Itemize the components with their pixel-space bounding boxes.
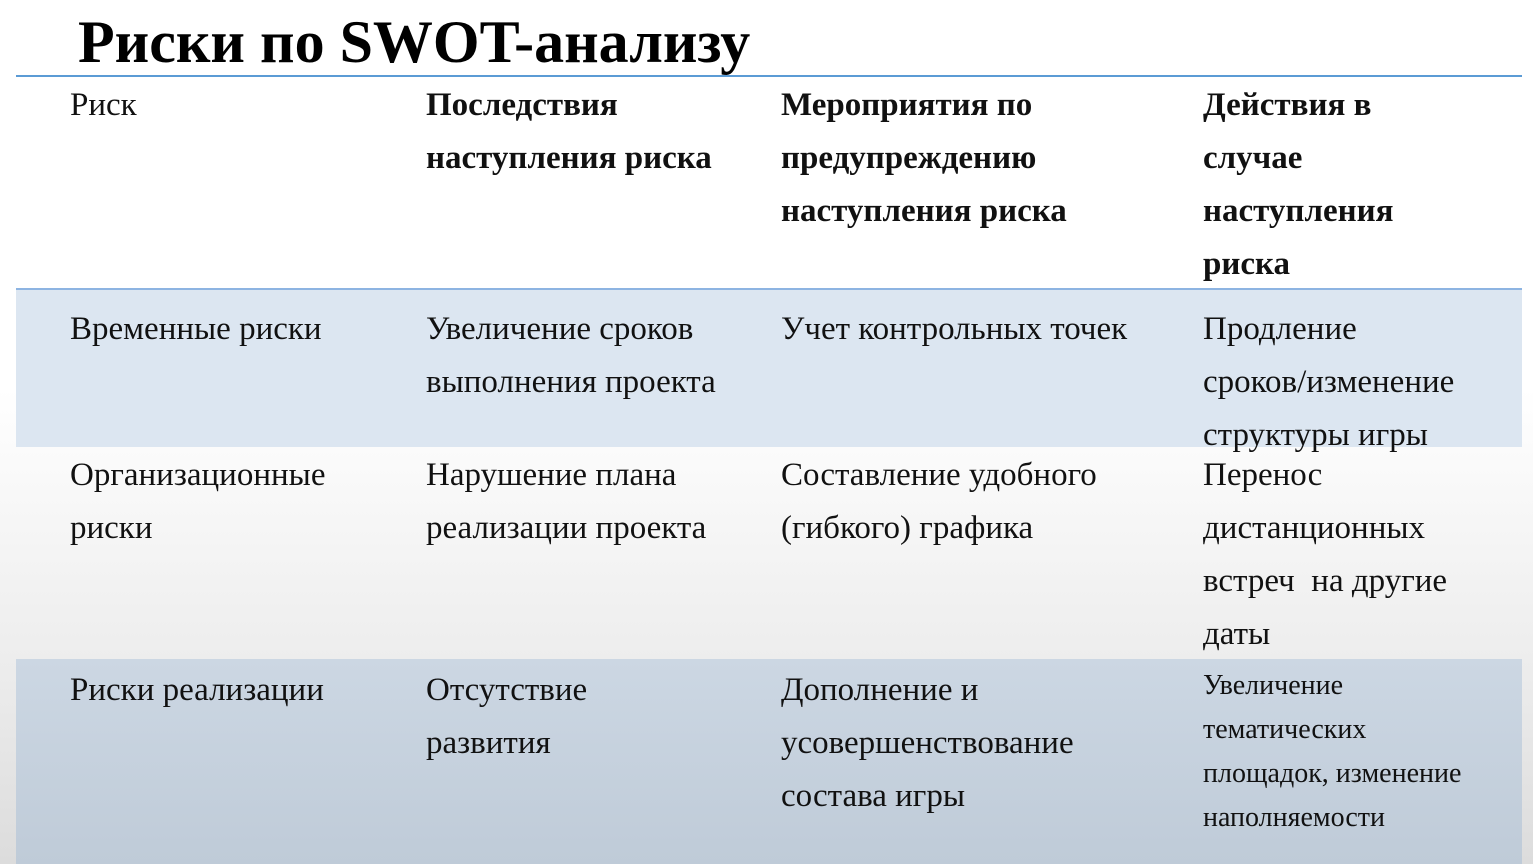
cell-risk: Временные риски bbox=[70, 311, 322, 347]
table-row bbox=[16, 447, 1522, 659]
cell-prevention: Учет контрольных точек bbox=[781, 311, 1128, 347]
cell-consequences: Нарушение плана реализации проекта bbox=[426, 457, 707, 546]
cell-prevention: Дополнение и усовершенствование состава игры bbox=[781, 672, 1074, 814]
cell-consequences: Увеличение сроков выполнения проекта bbox=[426, 311, 716, 400]
slide-title: Риски по SWOT-анализу bbox=[78, 9, 751, 75]
cell-prevention: Составление удобного (гибкого) графика bbox=[781, 457, 1097, 546]
table-row bbox=[16, 288, 1522, 453]
cell-actions: Увеличение тематических площадок, изменение наполняемости bbox=[1203, 670, 1462, 833]
header-actions: Действия в случае наступления риска bbox=[1203, 87, 1394, 282]
cell-consequences: Отсутствие развития bbox=[426, 672, 588, 761]
cell-actions: Перенос дистанционных встреч на другие даты bbox=[1203, 457, 1448, 652]
cell-actions: Продление сроков/изменение структуры игры bbox=[1203, 311, 1455, 453]
header-risk: Риск bbox=[70, 87, 137, 123]
risk-table bbox=[16, 77, 1522, 864]
cell-risk: Организационные риски bbox=[70, 457, 326, 546]
header-consequences: Последствия наступления риска bbox=[426, 87, 712, 176]
cell-risk: Риски реализации bbox=[70, 672, 324, 708]
header-prevention: Мероприятия по предупреждению наступления риска bbox=[781, 87, 1067, 229]
table-row bbox=[16, 659, 1522, 864]
table-header-row bbox=[16, 77, 1522, 288]
